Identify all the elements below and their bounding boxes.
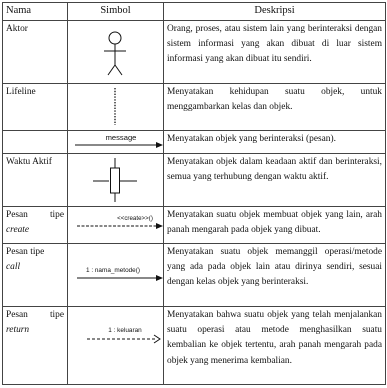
- row-name-pesan-call-line1: Pesan tipe: [6, 247, 45, 257]
- row-description-pesan-return: Menyatakan bahwa suatu objek yang telah menjalankan suatu operasi atau metode menghasilkan suatu kembalian ke objek tertentu, arah panah mengarah pada objek yang menerima kembalian.: [164, 307, 386, 385]
- table-row-pesan-create: [3, 207, 386, 244]
- table-header-row: [3, 3, 386, 21]
- row-name-aktor: Aktor: [3, 21, 68, 84]
- row-description-message: Menyatakan objek yang berinteraksi (pesan).: [164, 131, 386, 154]
- row-name-message: [3, 131, 68, 154]
- row-description-pesan-create: Menyatakan suatu objek membuat objek yang lain, arah panah mengarah pada objek yang dibuat.: [164, 207, 386, 244]
- row-description-pesan-call: Menyatakan suatu objek memanggil operasi/metode yang ada pada objek lain atau dirinya sendiri, sesuai dengan kelas objek yang berinteraksi.: [164, 244, 386, 307]
- return-message-dashed-arrow-icon: [71, 308, 167, 383]
- header-nama: Nama: [3, 3, 68, 21]
- row-name-pesan-return-word1: Pesan: [6, 310, 28, 320]
- message-symbol-label: message: [105, 133, 137, 142]
- activation-bar-icon: [71, 155, 167, 205]
- row-name-pesan-return-word2: tipe: [49, 310, 64, 320]
- table-row-message: [3, 131, 386, 154]
- table-row-aktor: [3, 21, 386, 84]
- row-description-lifeline: Menyatakan kehidupan suatu objek, untuk menggambarkan kelas dan objek.: [164, 84, 386, 131]
- create-message-arrow-icon: [71, 208, 167, 242]
- table-row-pesan-return: [3, 307, 386, 385]
- table-row-lifeline: [3, 84, 386, 131]
- row-name-pesan-call: [3, 244, 68, 307]
- symbol-cell-waktu-aktif: [68, 154, 164, 207]
- symbol-cell-aktor: [68, 21, 164, 84]
- row-name-pesan-create-word2: tipe: [49, 210, 64, 220]
- row-name-pesan-create-word1: Pesan: [6, 210, 28, 220]
- row-name-lifeline: Lifeline: [3, 84, 68, 131]
- dashed-vertical-line-icon: [71, 85, 167, 129]
- table-row-pesan-call: [3, 244, 386, 307]
- row-name-pesan-return-line1: [6, 308, 64, 323]
- row-name-pesan-return: [3, 307, 68, 385]
- header-deskripsi: Deskripsi: [164, 3, 386, 21]
- row-description-waktu-aktif: Menyatakan objek dalam keadaan aktif dan berinteraksi, semua yang terhubung dengan waktu aktif.: [164, 154, 386, 207]
- symbol-cell-pesan-call: [68, 244, 164, 307]
- table-row-waktu-aktif: [3, 154, 386, 207]
- message-arrow-icon: [71, 132, 167, 152]
- row-name-pesan-create-type: create: [6, 225, 30, 236]
- symbol-cell-pesan-return: [68, 307, 164, 385]
- row-name-pesan-create: [3, 207, 68, 244]
- symbol-cell-pesan-create: [68, 207, 164, 244]
- uml-symbol-table: [2, 2, 386, 385]
- header-simbol: Simbol: [68, 3, 164, 21]
- symbol-cell-message: [68, 131, 164, 154]
- stick-figure-actor-icon: [71, 22, 167, 82]
- return-symbol-label: 1 : keluaran: [108, 327, 142, 334]
- row-name-pesan-return-type: return: [6, 325, 30, 336]
- call-symbol-label: 1 : nama_metode(): [86, 267, 140, 274]
- call-message-arrow-icon: [71, 245, 167, 305]
- row-name-waktu-aktif: Waktu Aktif: [3, 154, 68, 207]
- row-name-pesan-create-line1: [6, 208, 64, 223]
- row-description-aktor: Orang, proses, atau sistem lain yang berinteraksi dengan sistem informasi yang akan dibuat di luar sistem informasi yang akan dibuat itu sendiri.: [164, 21, 386, 84]
- row-name-pesan-call-type: call: [6, 262, 21, 273]
- symbol-cell-lifeline: [68, 84, 164, 131]
- create-symbol-label: <<create>>(): [117, 215, 153, 222]
